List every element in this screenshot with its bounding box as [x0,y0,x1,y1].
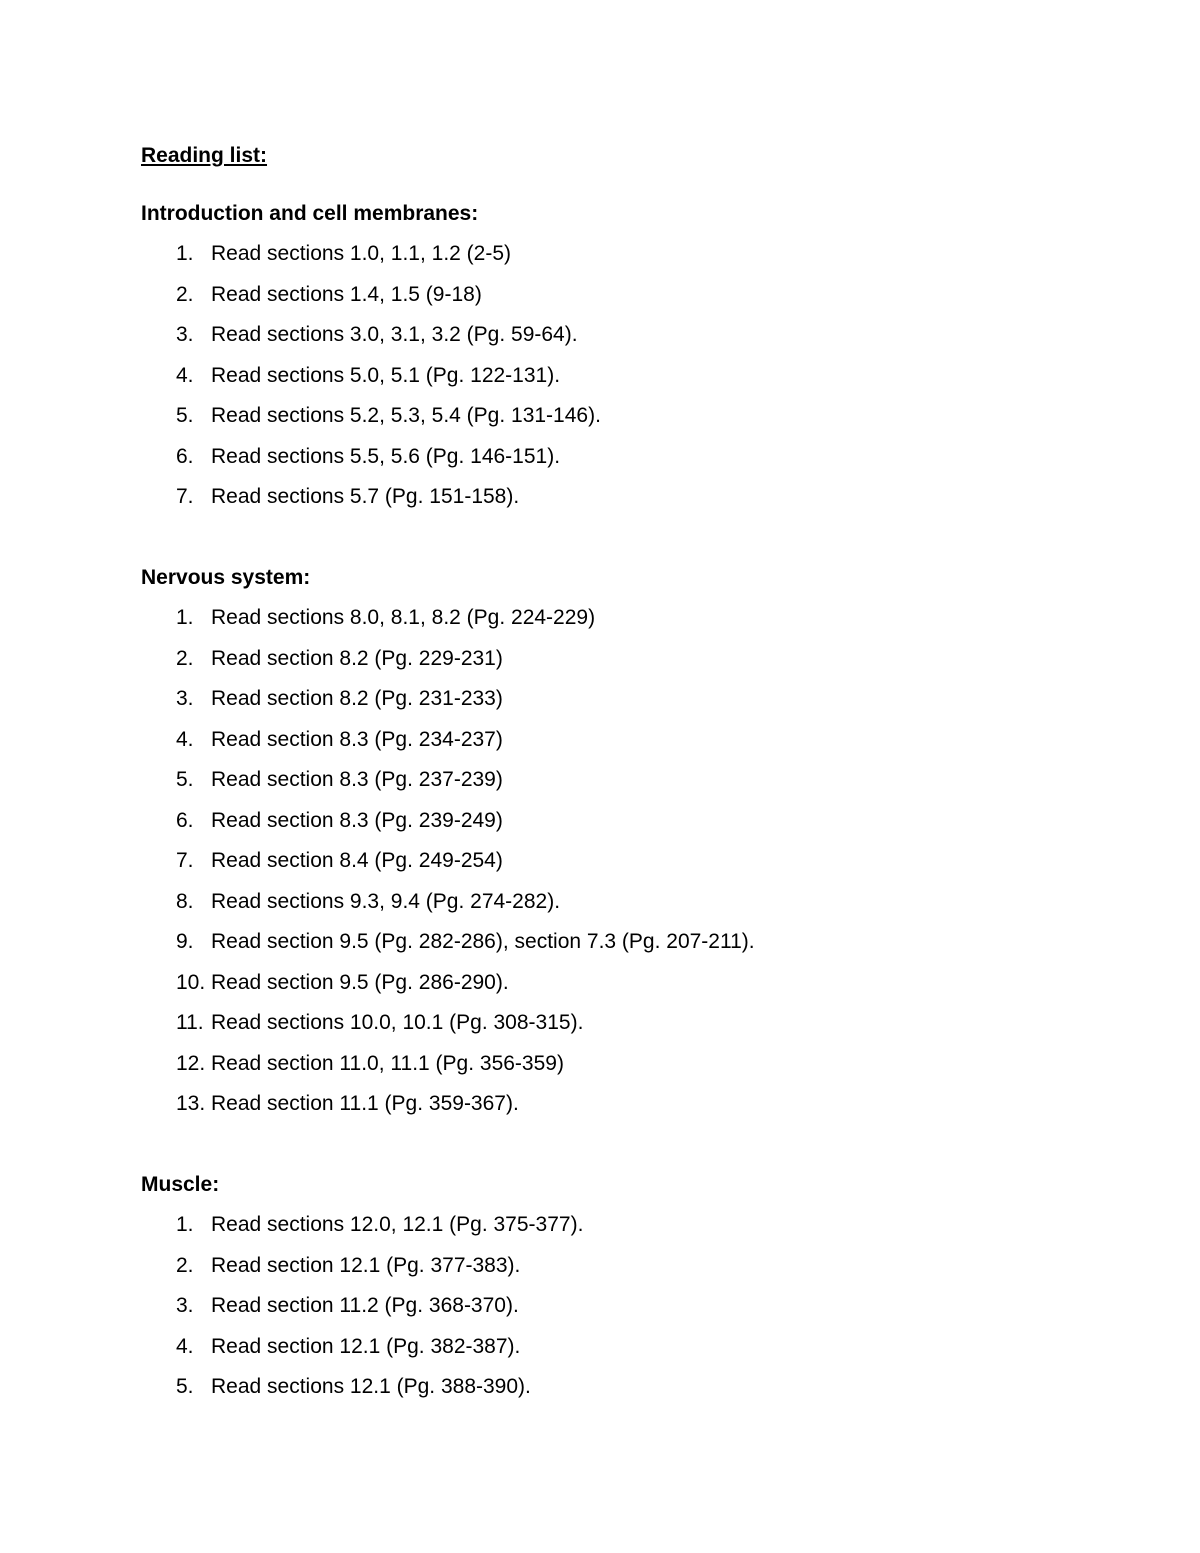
item-number: 2. [176,282,194,306]
item-number: 2. [176,1253,194,1277]
item-number: 4. [176,363,194,387]
list-item [141,646,1141,687]
item-text: Read sections 5.0, 5.1 (Pg. 122-131). [211,363,561,387]
item-number: 11. [176,1011,204,1034]
section-introduction [141,201,1141,525]
item-text: Read section 9.5 (Pg. 282-286), section 7.3 (Pg. 207-211). [211,930,755,953]
item-text: Read section 12.1 (Pg. 382-387). [211,1334,521,1358]
item-number: 6. [176,808,194,832]
list-item [141,1293,1141,1334]
item-number: 3. [176,1294,194,1317]
item-number: 12. [176,1051,206,1075]
section-heading: Introduction and cell membranes: [141,202,479,225]
item-number: 5. [176,768,194,791]
item-number: 6. [176,444,194,468]
item-text: Read section 9.5 (Pg. 286-290). [211,970,509,994]
list-item [141,1334,1141,1375]
list-item [141,444,1141,485]
list-item [141,929,1141,970]
item-text: Read sections 1.4, 1.5 (9-18) [211,282,482,306]
item-text: Read sections 3.0, 3.1, 3.2 (Pg. 59-64). [211,323,578,346]
item-text: Read sections 5.7 (Pg. 151-158). [211,485,520,508]
list-item [141,889,1141,930]
item-number: 10. [176,970,206,994]
item-text: Read section 11.2 (Pg. 368-370). [211,1294,519,1317]
item-number: 4. [176,727,194,751]
list-item [141,241,1141,282]
list-item [141,363,1141,404]
list-item [141,403,1141,444]
item-number: 3. [176,323,194,346]
list-item [141,605,1141,646]
item-number: 3. [176,687,194,710]
item-text: Read sections 12.0, 12.1 (Pg. 375-377). [211,1213,584,1236]
list-item [141,1374,1141,1415]
item-number: 2. [176,646,194,670]
item-number: 1. [176,1213,194,1236]
list-item [141,1051,1141,1092]
item-number: 5. [176,404,194,427]
section-heading: Muscle: [141,1173,220,1196]
item-text: Read section 8.2 (Pg. 231-233) [211,687,503,710]
item-text: Read section 11.0, 11.1 (Pg. 356-359) [211,1051,564,1075]
item-text: Read sections 12.1 (Pg. 388-390). [211,1375,531,1398]
item-text: Read section 8.3 (Pg. 234-237) [211,727,503,751]
item-text: Read section 12.1 (Pg. 377-383). [211,1253,521,1277]
item-number: 9. [176,930,194,953]
item-text: Read sections 8.0, 8.1, 8.2 (Pg. 224-229) [211,606,596,629]
reading-list [141,1212,1141,1415]
item-text: Read sections 1.0, 1.1, 1.2 (2-5) [211,242,511,265]
list-item [141,970,1141,1011]
list-item [141,727,1141,768]
item-number: 5. [176,1375,194,1398]
item-number: 7. [176,485,194,508]
item-number: 8. [176,889,194,913]
item-text: Read sections 5.5, 5.6 (Pg. 146-151). [211,444,561,468]
section-muscle [141,1172,1141,1415]
item-text: Read section 8.3 (Pg. 239-249) [211,808,503,832]
item-text: Read section 11.1 (Pg. 359-367). [211,1092,519,1115]
list-item [141,1212,1141,1253]
item-number: 13. [176,1092,206,1115]
item-number: 1. [176,242,194,265]
item-text: Read sections 10.0, 10.1 (Pg. 308-315). [211,1011,584,1034]
item-number: 4. [176,1334,194,1358]
list-item [141,1091,1141,1132]
item-text: Read sections 5.2, 5.3, 5.4 (Pg. 131-146). [211,404,601,427]
item-text: Read section 8.2 (Pg. 229-231) [211,646,503,670]
list-item [141,282,1141,323]
list-item [141,484,1141,525]
item-text: Read section 8.4 (Pg. 249-254) [211,849,503,872]
item-text: Read sections 9.3, 9.4 (Pg. 274-282). [211,889,561,913]
list-item [141,808,1141,849]
list-item [141,686,1141,727]
list-item [141,767,1141,808]
list-item [141,848,1141,889]
page-title: Reading list: [141,144,268,167]
item-number: 1. [176,606,194,629]
reading-list [141,241,1141,525]
section-heading: Nervous system: [141,566,311,589]
list-item [141,1010,1141,1051]
item-text: Read section 8.3 (Pg. 237-239) [211,768,503,791]
item-number: 7. [176,849,194,872]
reading-list [141,605,1141,1132]
list-item [141,322,1141,363]
section-nervous-system [141,565,1141,1132]
list-item [141,1253,1141,1294]
